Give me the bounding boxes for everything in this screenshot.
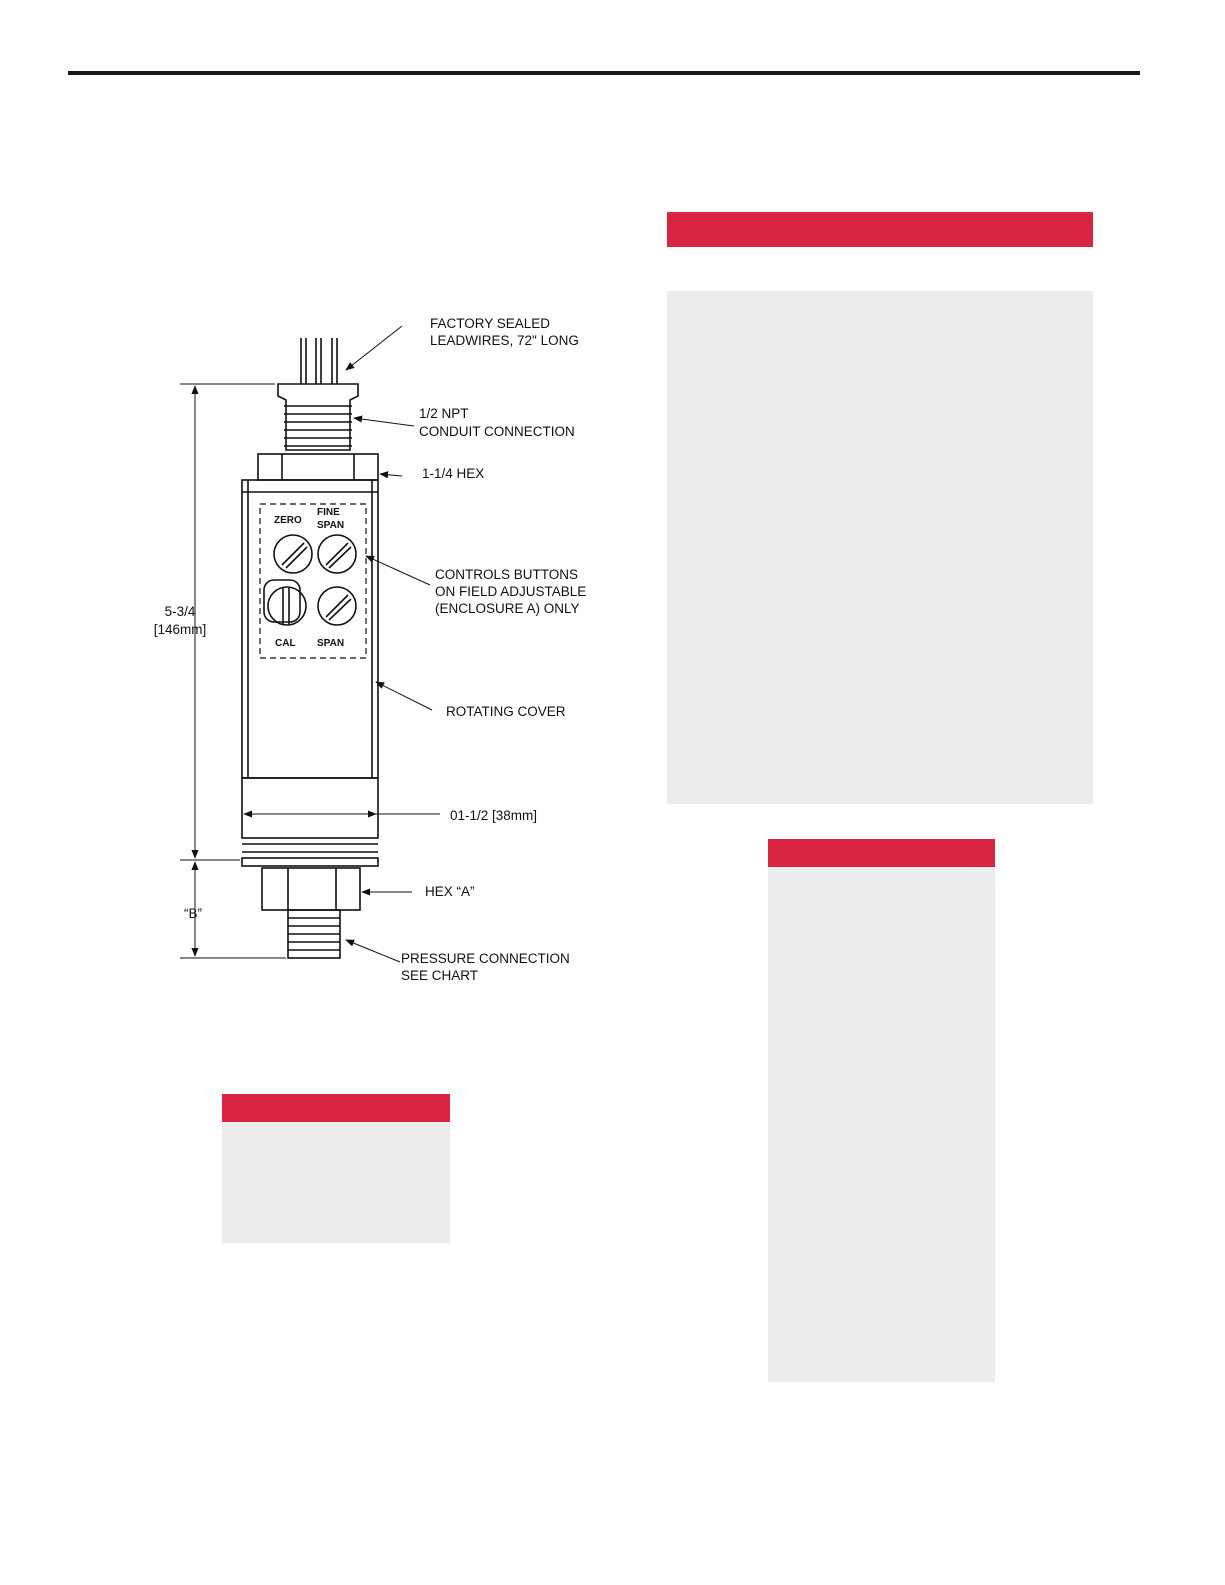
transmitter-drawing — [150, 300, 610, 1010]
chart-header-bar — [222, 1094, 450, 1122]
label-pressure-2: SEE CHART — [401, 968, 479, 983]
options-header-bar — [768, 839, 995, 867]
label-controls-2: ON FIELD ADJUSTABLE — [435, 584, 587, 599]
label-conduit-1: 1/2 NPT — [419, 406, 469, 421]
spec-panel — [667, 291, 1093, 804]
label-height-1: 5-3/4 — [164, 604, 196, 619]
label-leadwires-2: LEADWIRES, 72" LONG — [430, 333, 579, 348]
control-label-span-bottom: SPAN — [317, 638, 345, 649]
label-rotating-cover: ROTATING COVER — [446, 704, 566, 719]
options-panel — [768, 867, 995, 1382]
label-dim-b: “B” — [184, 906, 202, 921]
label-controls-1: CONTROLS BUTTONS — [435, 567, 579, 582]
control-label-fine: FINE — [317, 507, 340, 518]
label-controls-3: (ENCLOSURE A) ONLY — [435, 601, 580, 616]
control-label-span-top: SPAN — [317, 520, 345, 531]
label-pressure-1: PRESSURE CONNECTION — [401, 951, 570, 966]
label-leadwires-1: FACTORY SEALED — [430, 316, 551, 331]
control-label-zero: ZERO — [274, 515, 302, 526]
control-label-cal: CAL — [275, 638, 296, 649]
label-hex-top: 1-1/4 HEX — [422, 466, 485, 481]
label-diameter: 01-1/2 [38mm] — [450, 808, 538, 823]
transmitter-diagram — [150, 300, 610, 1010]
header-rule — [68, 71, 1140, 75]
chart-panel — [222, 1122, 450, 1243]
spec-header-bar — [667, 212, 1093, 247]
label-conduit-2: CONDUIT CONNECTION — [419, 424, 575, 439]
label-height-2: [146mm] — [153, 622, 207, 637]
label-hex-a: HEX “A” — [425, 884, 475, 899]
